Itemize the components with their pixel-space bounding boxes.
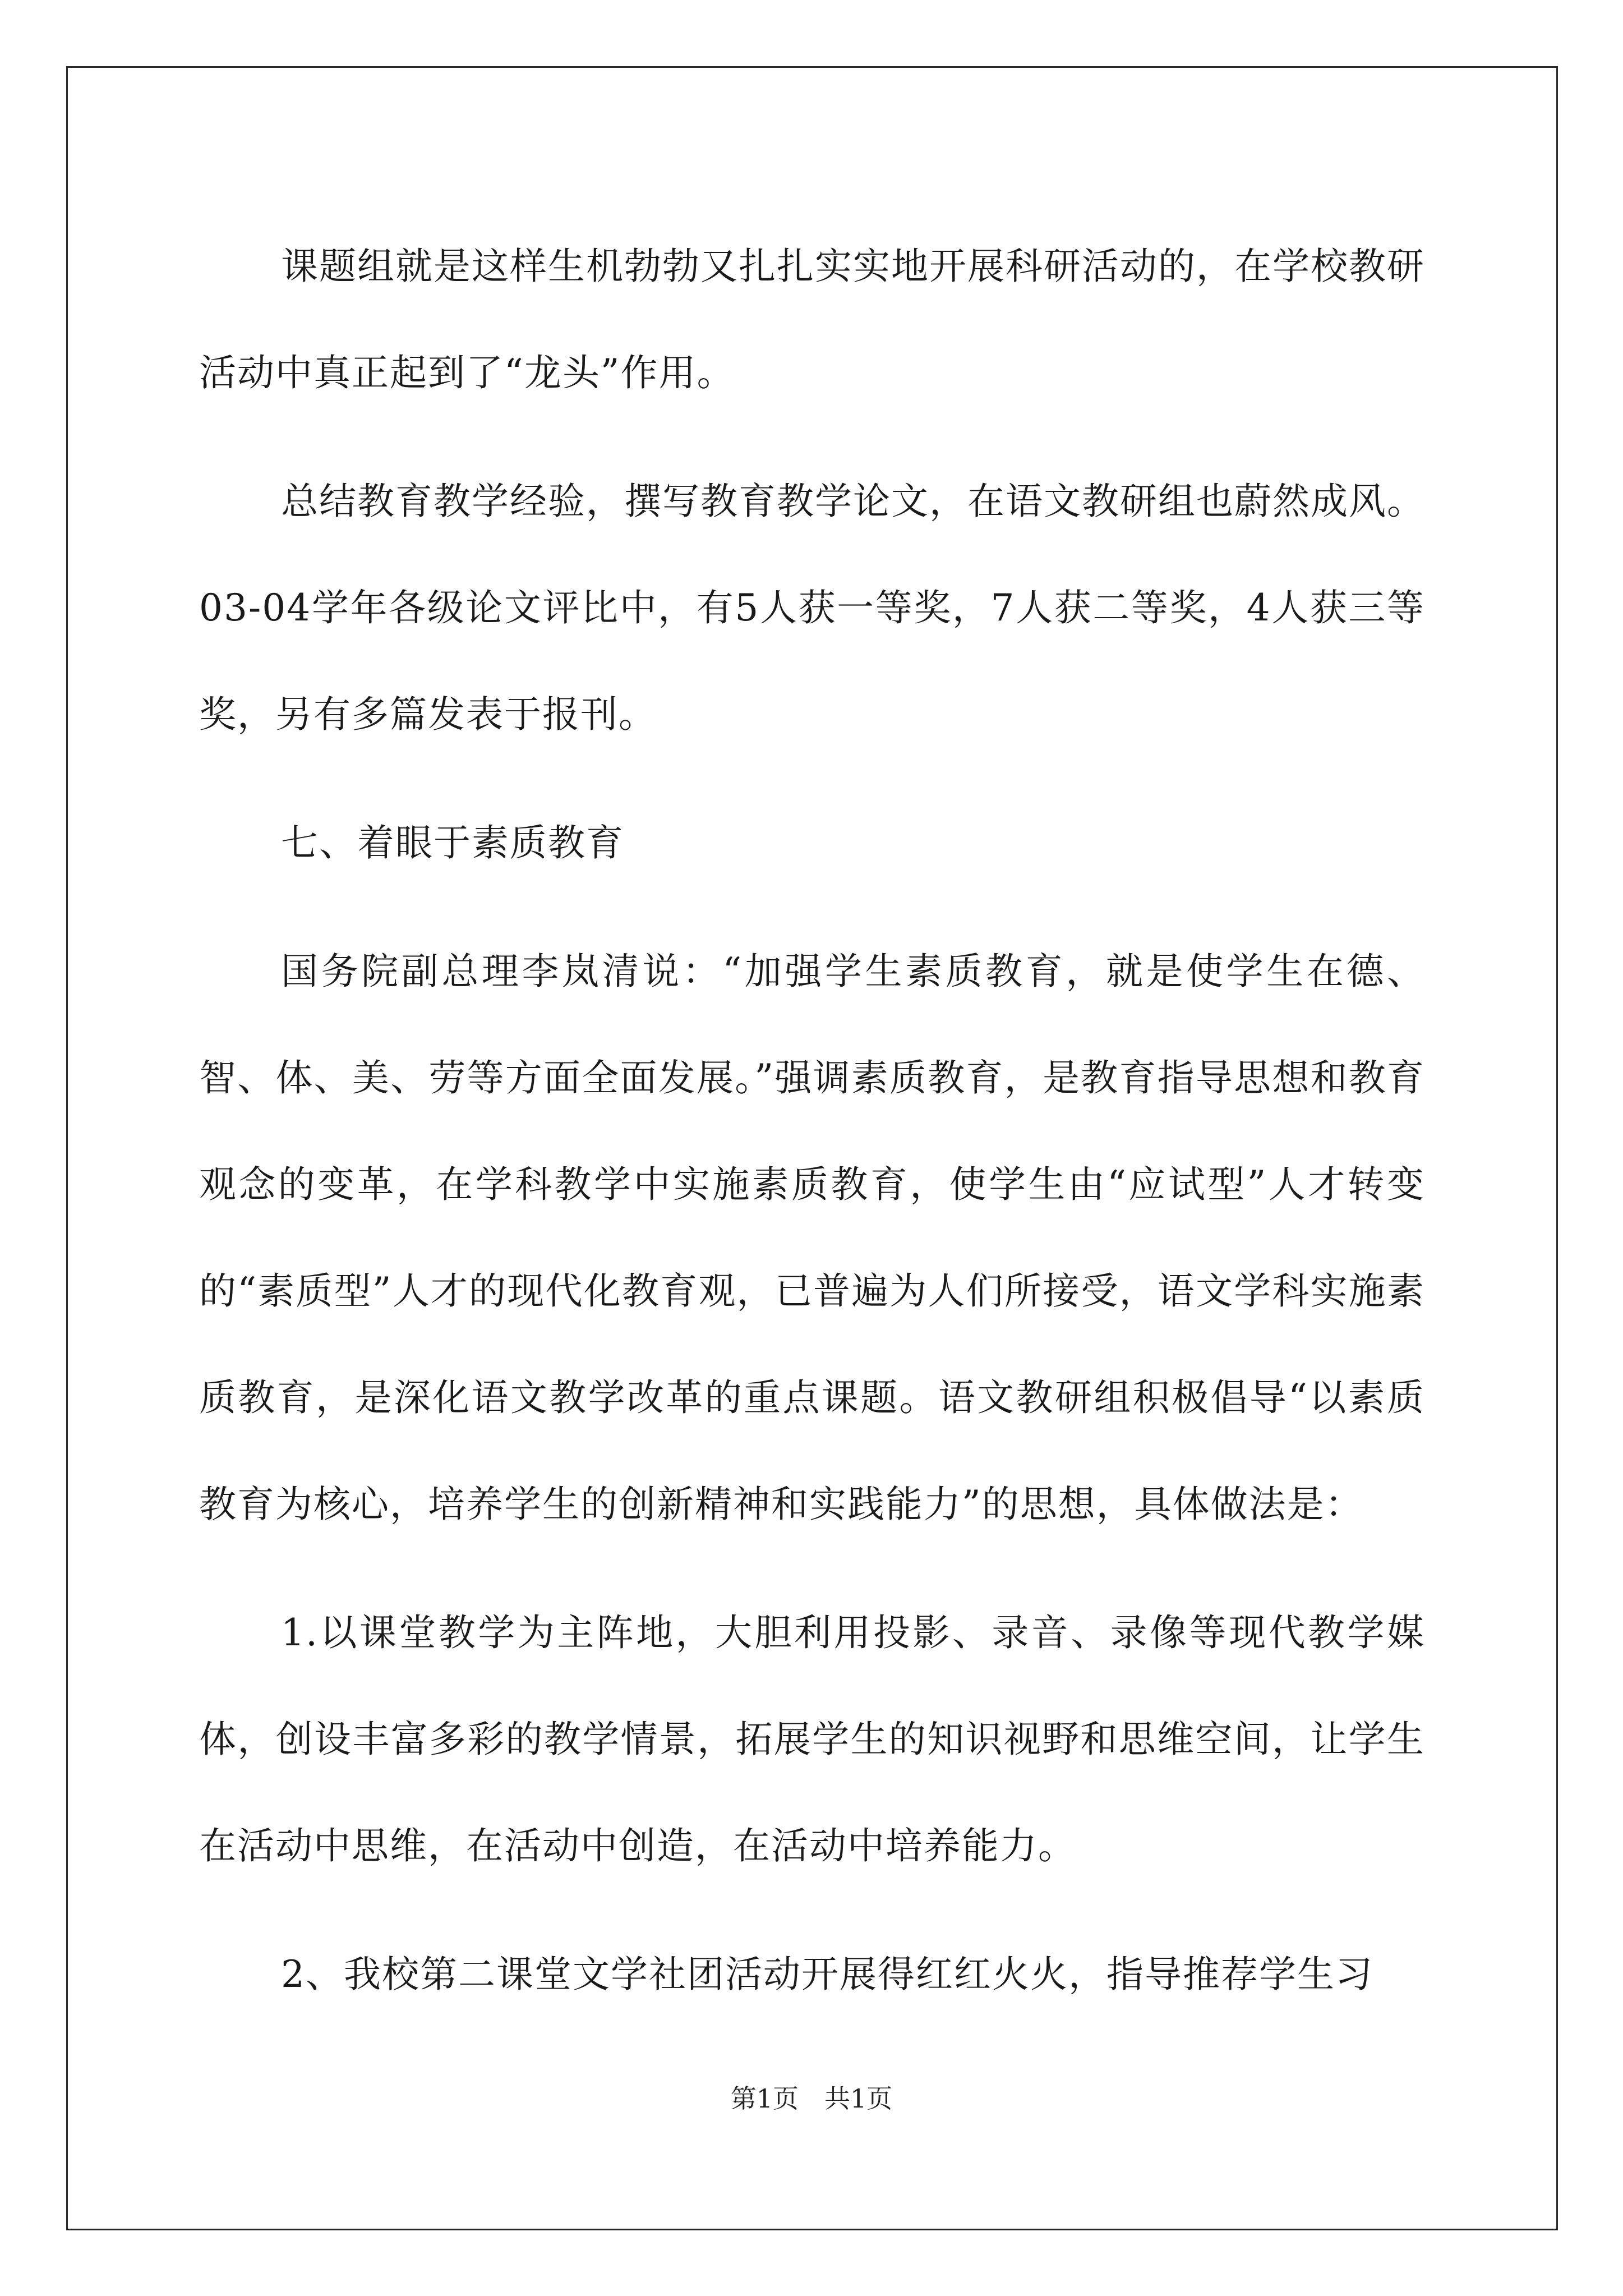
total-page-count: 共1页 [824,2083,893,2114]
section-heading-quality-education: 七、着眼于素质教育 [281,821,624,864]
paragraph-item-2-literature-club: 2、我校第二课堂文学社团活动开展得红红火火，指导推荐学生习 [281,1953,1373,1996]
paragraph-item-1-classroom: 1.以课堂教学为主阵地，大胆利用投影、录音、录像等现代教学媒体，创设丰富多彩的教学情景，拓展学生的知识视野和思维空间，让学生在活动中思维，在活动中创造，在活动中培养能力。 [199,1611,1425,1867]
current-page-number: 第1页 [730,2083,799,2114]
page-footer [0,2078,1623,2115]
paragraph-research-group: 课题组就是这样生机勃勃又扎扎实实地开展科研活动的，在学校教研活动中真正起到了“龙头”作用。 [199,245,1425,394]
paragraph-quality-education: 国务院副总理李岚清说：“加强学生素质教育，就是使学生在德、智、体、美、劳等方面全面发展。”强调素质教育，是教育指导思想和教育观念的变革，在学科教学中实施素质教育，使学生由“应试型”人才转变的“素质型”人才的现代化教育观，已普遍为人们所接受，语文学科实施素质教育，是深化语文教学改革的重点课题。语文教研组积极倡导“以素质教育为核心，培养学生的创新精神和实践能力”的思想，具体做法是： [199,950,1425,1526]
paragraph-papers-summary: 总结教育教学经验，撰写教育教学论文，在语文教研组也蔚然成风。03-04学年各级论文评比中，有5人获一等奖，7人获二等奖，4人获三等奖，另有多篇发表于报刊。 [199,480,1425,736]
document-body [199,213,1425,2050]
